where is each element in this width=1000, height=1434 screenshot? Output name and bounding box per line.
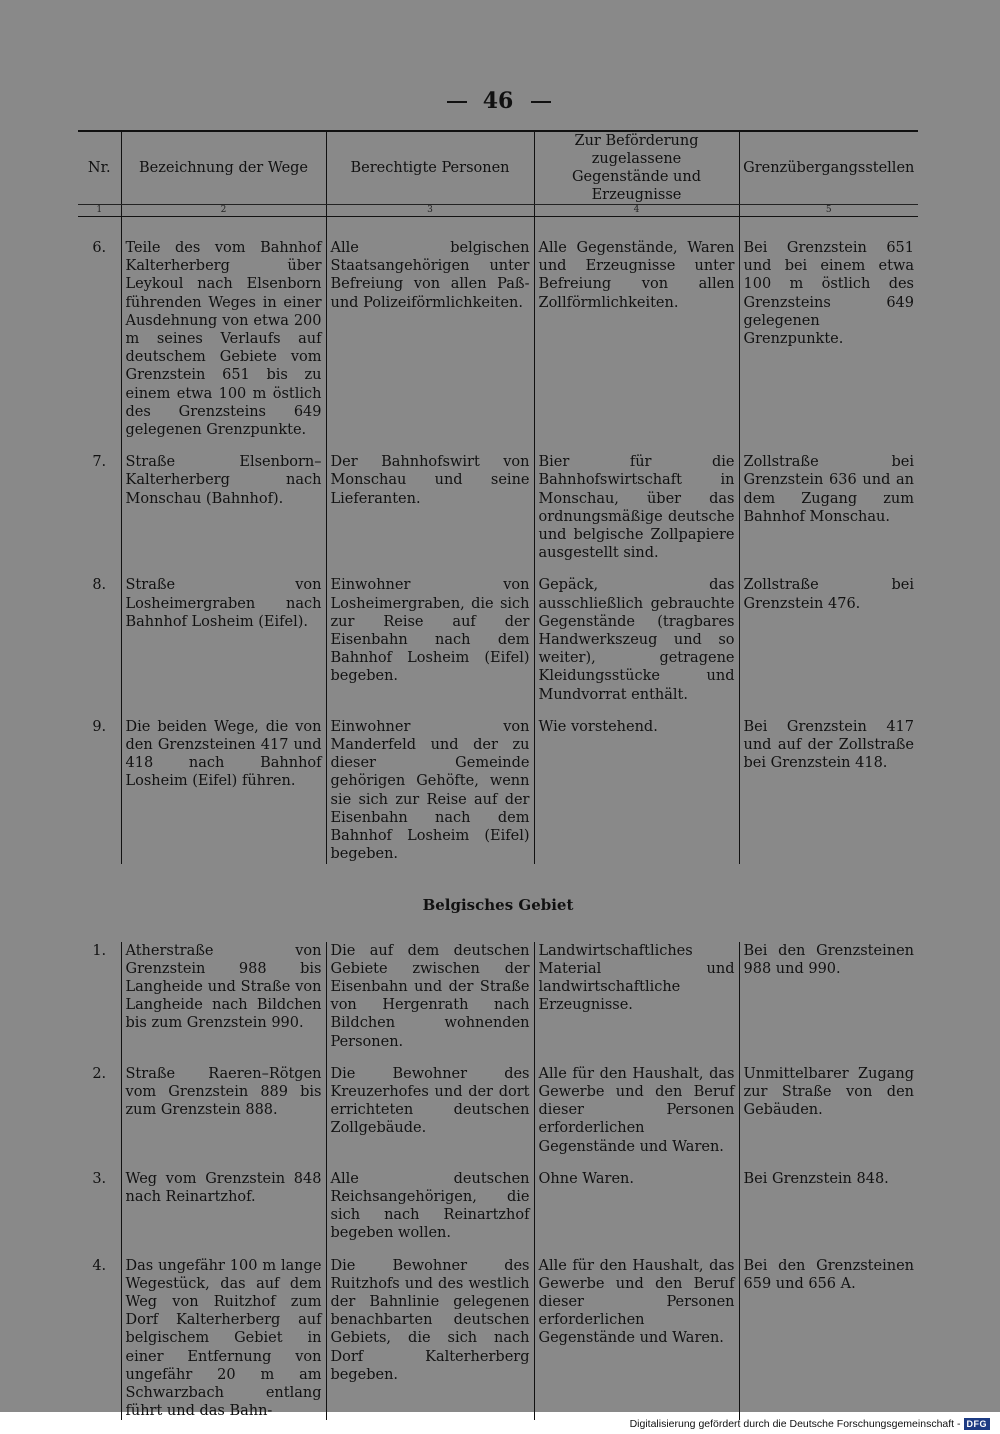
column-number: 3 <box>326 205 534 217</box>
row-number: 2. <box>92 1065 107 1082</box>
column-number: 4 <box>534 205 739 217</box>
row-number: 8. <box>92 577 107 594</box>
uebergangsstellen-cell: Zollstraße bei Grenzstein 636 und an dem Zugang zum Bahnhof Monschau. <box>739 453 918 562</box>
section-heading-row <box>78 864 918 942</box>
gegenstaende-cell: Alle Gegenstände, Waren und Erzeugnisse unter Befreiung von allen Zollförmlichkeiten. <box>534 239 739 439</box>
row-number: 3. <box>92 1170 107 1187</box>
gegenstaende-cell: Ohne Waren. <box>534 1170 739 1243</box>
border-crossing-table <box>78 130 918 1420</box>
header-personen: Berechtigte Personen <box>326 131 534 205</box>
wege-cell: Straße Raeren–Rötgen vom Grenzstein 889 bis zum Grenzstein 888. <box>121 1065 326 1156</box>
wege-cell: Das ungefähr 100 m lange Wegestück, das auf dem Weg von Ruitzhof zum Dorf Kalterherberg auf belgischem Gebiet in einer Entfernung von ungefähr 20 m am Schwarzbach entlang führt und das Bahn- <box>121 1257 326 1421</box>
column-number: 1 <box>78 205 121 217</box>
gegenstaende-cell: Bier für die Bahnhofswirtschaft in Monschau, über das ordnungsmäßige deutsche und belgische Zollpapiere ausgestellt sind. <box>534 453 739 562</box>
row-number: 7. <box>92 454 107 471</box>
wege-cell: Straße Elsenborn–Kalterherberg nach Monschau (Bahnhof). <box>121 453 326 562</box>
wege-cell: Die beiden Wege, die von den Grenzsteinen 417 und 418 nach Bahnhof Losheim (Eifel) führen. <box>121 718 326 864</box>
gegenstaende-cell: Gepäck, das ausschließlich gebrauchte Gegenstände (tragbares Handwerkszeug und so weiter), getragene Kleidungsstücke und Mundvorrat enthält. <box>534 576 739 703</box>
wege-cell: Teile des vom Bahnhof Kalterherberg über Leykoul nach Elsenborn führenden Weges in einer Ausdehnung von etwa 200 m seines Verlaufs auf deutschem Gebiete vom Grenzstein 651 bis zu einem etwa 100 m östlich des Grenzsteins 649 gelegenen Grenzpunkte. <box>121 239 326 439</box>
uebergangsstellen-cell: Bei den Grenzsteinen 659 und 656 A. <box>739 1257 918 1421</box>
header-uebergangsstellen: Grenzübergangsstellen <box>739 131 918 205</box>
row-number: 9. <box>92 718 107 735</box>
personen-cell: Einwohner von Losheimergraben, die sich zur Reise auf der Eisenbahn nach dem Bahnhof Losheim (Eifel) begeben. <box>326 576 534 703</box>
column-number: 5 <box>739 205 918 217</box>
wege-cell: Weg vom Grenzstein 848 nach Reinartzhof. <box>121 1170 326 1243</box>
table-row <box>78 942 918 1051</box>
personen-cell: Der Bahnhofswirt von Monschau und seine Lieferanten. <box>326 453 534 562</box>
uebergangsstellen-cell: Bei Grenzstein 651 und bei einem etwa 100 m östlich des Grenzsteins 649 gelegenen Grenzpunkte. <box>739 239 918 439</box>
personen-cell: Alle belgischen Staatsangehörigen unter Befreiung von allen Paß- und Polizeiförmlichkeiten. <box>326 239 534 439</box>
column-number-row <box>78 205 918 217</box>
personen-cell: Einwohner von Manderfeld und der zu dieser Gemeinde gehörigen Gehöfte, wenn sie sich zur Reise auf der Eisenbahn nach dem Bahnhof Losheim (Eifel) begeben. <box>326 718 534 864</box>
page-number: 46 <box>482 88 514 114</box>
gegenstaende-cell: Landwirtschaftliches Material und landwirtschaftliche Erzeugnisse. <box>534 942 739 1051</box>
section-title: Belgisches Gebiet <box>422 896 574 915</box>
page-number-dash-right <box>531 101 551 103</box>
gegenstaende-cell: Alle für den Haushalt, das Gewerbe und den Beruf dieser Personen erforderlichen Gegenstände und Waren. <box>534 1065 739 1156</box>
wege-cell: Atherstraße von Grenzstein 988 bis Langheide und Straße von Langheide nach Bildchen bis zum Grenzstein 990. <box>121 942 326 1051</box>
personen-cell: Die Bewohner des Ruitzhofs und des westlich der Bahnlinie gelegenen benachbarten deutschen Gebiets, die sich nach Dorf Kalterherberg begeben. <box>326 1257 534 1421</box>
row-number: 6. <box>92 240 107 256</box>
personen-cell: Alle deutschen Reichsangehörigen, die sich nach Reinartzhof begeben wollen. <box>326 1170 534 1243</box>
table-row <box>78 1170 918 1243</box>
table-header-row <box>78 131 918 205</box>
header-gegenstaende: Zur Beförderung zugelassene Gegenstände und Erzeugnisse <box>534 131 739 205</box>
uebergangsstellen-cell: Bei den Grenzsteinen 988 und 990. <box>739 942 918 1051</box>
digitization-credit <box>630 1418 990 1430</box>
gegenstaende-cell: Wie vorstehend. <box>534 718 739 864</box>
header-nr: Nr. <box>78 131 121 205</box>
credit-text: Digitalisierung gefördert durch die Deutsche Forschungsgemeinschaft - <box>629 1418 961 1430</box>
gegenstaende-cell: Alle für den Haushalt, das Gewerbe und den Beruf dieser Personen erforderlichen Gegenstände und Waren. <box>534 1257 739 1421</box>
table-row <box>78 1257 918 1421</box>
row-number: 4. <box>92 1257 107 1274</box>
wege-cell: Straße von Losheimergraben nach Bahnhof Losheim (Eifel). <box>121 576 326 703</box>
row-number: 1. <box>92 942 107 959</box>
page-number-dash-left <box>447 101 467 103</box>
table-row <box>78 453 918 562</box>
uebergangsstellen-cell: Zollstraße bei Grenzstein 476. <box>739 576 918 703</box>
personen-cell: Die Bewohner des Kreuzerhofes und der dort errichteten deutschen Zollgebäude. <box>326 1065 534 1156</box>
column-number: 2 <box>121 205 326 217</box>
uebergangsstellen-cell: Unmittelbarer Zugang zur Straße von den Gebäuden. <box>739 1065 918 1156</box>
header-wege: Bezeichnung der Wege <box>121 131 326 205</box>
dfg-logo: DFG <box>964 1418 991 1430</box>
uebergangsstellen-cell: Bei Grenzstein 417 und auf der Zollstraße bei Grenzstein 418. <box>739 718 918 864</box>
table-row <box>78 576 918 703</box>
uebergangsstellen-cell: Bei Grenzstein 848. <box>739 1170 918 1243</box>
table-row <box>78 718 918 864</box>
table-row <box>78 239 918 439</box>
table-row <box>78 1065 918 1156</box>
personen-cell: Die auf dem deutschen Gebiete zwischen der Eisenbahn und der Straße von Hergenrath nach Bildchen wohnenden Personen. <box>326 942 534 1051</box>
